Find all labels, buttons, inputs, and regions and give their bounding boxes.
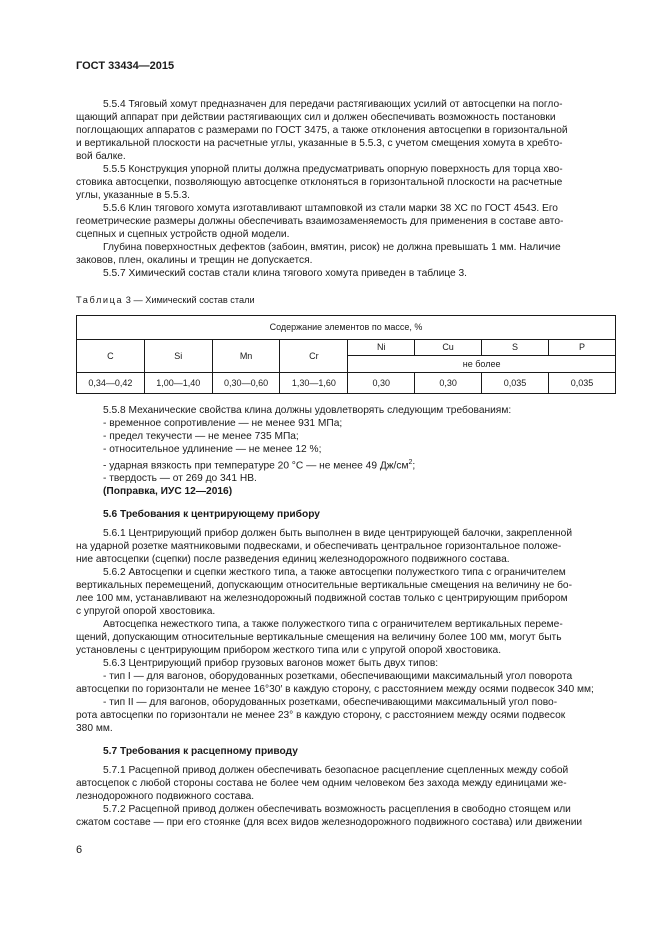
column-header-mn: Mn	[212, 340, 280, 373]
limit-note: не более	[348, 356, 616, 373]
text-line: рота автосцепки по горизонтали не менее 23° в каждую сторону, с расстоянием между осями подвесок	[76, 710, 566, 722]
text-line: лее 100 мм, устанавливают на железнодорожный подвижной состав только с центрирующим прибором	[76, 593, 568, 605]
text-line: установлены с центрирующим прибором жесткого типа или с упругой опорой хвостовика.	[76, 645, 502, 657]
clause-5-5-7	[76, 267, 616, 280]
column-header-cr: Cr	[280, 340, 348, 373]
section-5-6	[76, 508, 616, 735]
text-line: Автосцепка нежесткого типа, а также полужесткого типа с ограничителем вертикальных переме-	[103, 619, 563, 631]
list-item-text: - ударная вязкость при температуре 20 °С — не менее 49 Дж/см	[103, 460, 409, 472]
list-item-tail: ;	[412, 460, 416, 472]
text-line: и вертикальной плоскости на расчетные углы, указанные в 5.5.3, с учетом смещения хомута в хребто-	[76, 138, 563, 149]
text-line: 5.7.2 Расцепной привод должен обеспечивать возможность расцепления в свободно стоящем или	[103, 804, 571, 816]
document-body	[76, 98, 616, 829]
text-line: лезнодорожного подвижного состава.	[76, 791, 255, 803]
text-line: ние автосцепки (сцепки) после разведения единиц железнодорожного подвижного состава.	[76, 554, 510, 566]
text-line: - тип II — для вагонов, оборудованных розетками, обеспечивающими максимальный угол пово-	[103, 697, 558, 709]
list-item: - твердость — от 269 до 341 НВ.	[103, 473, 257, 485]
column-header-ni: Ni	[348, 340, 415, 356]
column-header-si: Si	[144, 340, 212, 373]
section-heading: 5.6 Требования к центрирующему прибору	[103, 509, 320, 521]
text-line: щений, допускающим относительные вертикальные смещения на величину более 100 мм, могут быть	[76, 632, 562, 644]
clause-5-5-5	[76, 163, 616, 202]
section-5-7	[76, 745, 616, 829]
column-header-cu: Cu	[415, 340, 482, 356]
list-item: - временное сопротивление — не менее 931 МПа;	[103, 418, 343, 429]
table-caption-title: 3 — Химический состав стали	[123, 295, 255, 305]
text-line: вертикальных перемещений, допускающим относительные вертикальные смещения на величину не бо-	[76, 580, 572, 592]
text-line: углы, указанные в 5.5.3.	[76, 190, 190, 201]
list-item	[76, 456, 616, 472]
column-header-s: S	[482, 340, 549, 356]
table-cell: 0,34—0,42	[77, 373, 145, 394]
text-line: 5.6.3 Центрирующий прибор грузовых вагонов может быть двух типов:	[103, 658, 439, 670]
amendment-note: (Поправка, ИУС 12—2016)	[103, 486, 233, 498]
list-item: - предел текучести — не менее 735 МПа;	[103, 431, 299, 442]
text-line: вой балке.	[76, 151, 126, 162]
text-line: - тип I — для вагонов, оборудованных розетками, обеспечивающими максимальный угол поворота	[103, 671, 573, 683]
text-line: сцепных и сцепных устройств одной модели.	[76, 229, 290, 240]
table-cell: 1,00—1,40	[144, 373, 212, 394]
text-line: автосцепки по горизонтали не менее 16°30′ в каждую сторону, с расстоянием между осями подвесок 340 мм;	[76, 684, 594, 696]
column-header-c: C	[77, 340, 145, 373]
text-line: поглощающих аппаратов с размерами по ГОСТ 3475, а также отклонения автосцепки в горизонтальной	[76, 125, 568, 136]
text-line: 5.5.7 Химический состав стали клина тягового хомута приведен в таблице 3.	[103, 268, 467, 279]
text-line: автосцепок с любой стороны состава не более чем одним человеком без захода между единицами же-	[76, 778, 567, 790]
text-line: 5.6.1 Центрирующий прибор должен быть выполнен в виде центрирующей балочки, закрепленной	[103, 528, 573, 540]
table-cell: 0,035	[482, 373, 549, 394]
text-line: Глубина поверхностных дефектов (забоин, вмятин, рисок) не должна превышать 1 мм. Наличие	[103, 242, 561, 253]
section-heading: 5.7 Требования к расцепному приводу	[103, 746, 298, 758]
table-cell: 0,30—0,60	[212, 373, 280, 394]
page-number: 6	[76, 844, 83, 856]
text-line: 380 мм.	[76, 723, 113, 735]
chemical-composition-table	[76, 315, 616, 394]
text-line: 5.7.1 Расцепной привод должен обеспечивать безопасное расцепление сцепленных между собой	[103, 765, 569, 777]
unit-superscript: 2	[408, 459, 413, 466]
table-caption	[76, 294, 616, 307]
text-line: с упругой опорой хвостовика.	[76, 606, 216, 618]
table-header-row	[77, 340, 616, 356]
text-line: щающий аппарат при действии растягивающих сил и должен обеспечивать возможность постановки	[76, 112, 556, 123]
text-line: 5.5.8 Механические свойства клина должны удовлетворять следующим требованиям:	[103, 405, 512, 416]
text-line: заковов, плен, окалины и трещин не допускается.	[76, 255, 313, 266]
text-line: сжатом составе — при его стоянке (для всех видов железнодорожного подвижного состава) или движении	[76, 817, 583, 829]
page-header: ГОСТ 33434—2015	[76, 60, 175, 72]
clause-5-5-4	[76, 98, 616, 163]
text-line: на ударной розетке маятниковыми подвесками, и обеспечивать центральное горизонтальное положе-	[76, 541, 562, 553]
list-item: - относительное удлинение — не менее 12 %;	[103, 444, 322, 455]
text-line: стовика автосцепки, позволяющую автосцепке отклоняться в горизонтальной плоскости на расчетные	[76, 177, 563, 188]
text-line: геометрические размеры должны обеспечивать взаимозаменяемость для применения в составе авто-	[76, 216, 564, 227]
text-line: 5.5.6 Клин тягового хомута изготавливают штамповкой из стали марки 38 ХС по ГОСТ 4543. Его	[103, 203, 558, 214]
clause-5-5-8	[76, 404, 616, 498]
text-line: 5.5.4 Тяговый хомут предназначен для передачи растягивающих усилий от автосцепки на погло-	[103, 99, 563, 110]
text-line: 5.5.5 Конструкция упорной плиты должна предусматривать опорную поверхность для торца хво-	[103, 164, 563, 175]
table-cell: 1,30—1,60	[280, 373, 348, 394]
table-row	[77, 373, 616, 394]
table-cell: 0,30	[348, 373, 415, 394]
table-header-row	[77, 316, 616, 340]
table-group-header: Содержание элементов по массе, %	[77, 316, 616, 340]
table-cell: 0,30	[415, 373, 482, 394]
text-line: 5.6.2 Автосцепки и сцепки жесткого типа, а также автосцепки полужесткого типа с ограничителем	[103, 567, 566, 579]
table-cell: 0,035	[548, 373, 615, 394]
column-header-p: P	[548, 340, 615, 356]
clause-5-5-6	[76, 202, 616, 267]
table-caption-word: Таблица	[76, 295, 124, 305]
